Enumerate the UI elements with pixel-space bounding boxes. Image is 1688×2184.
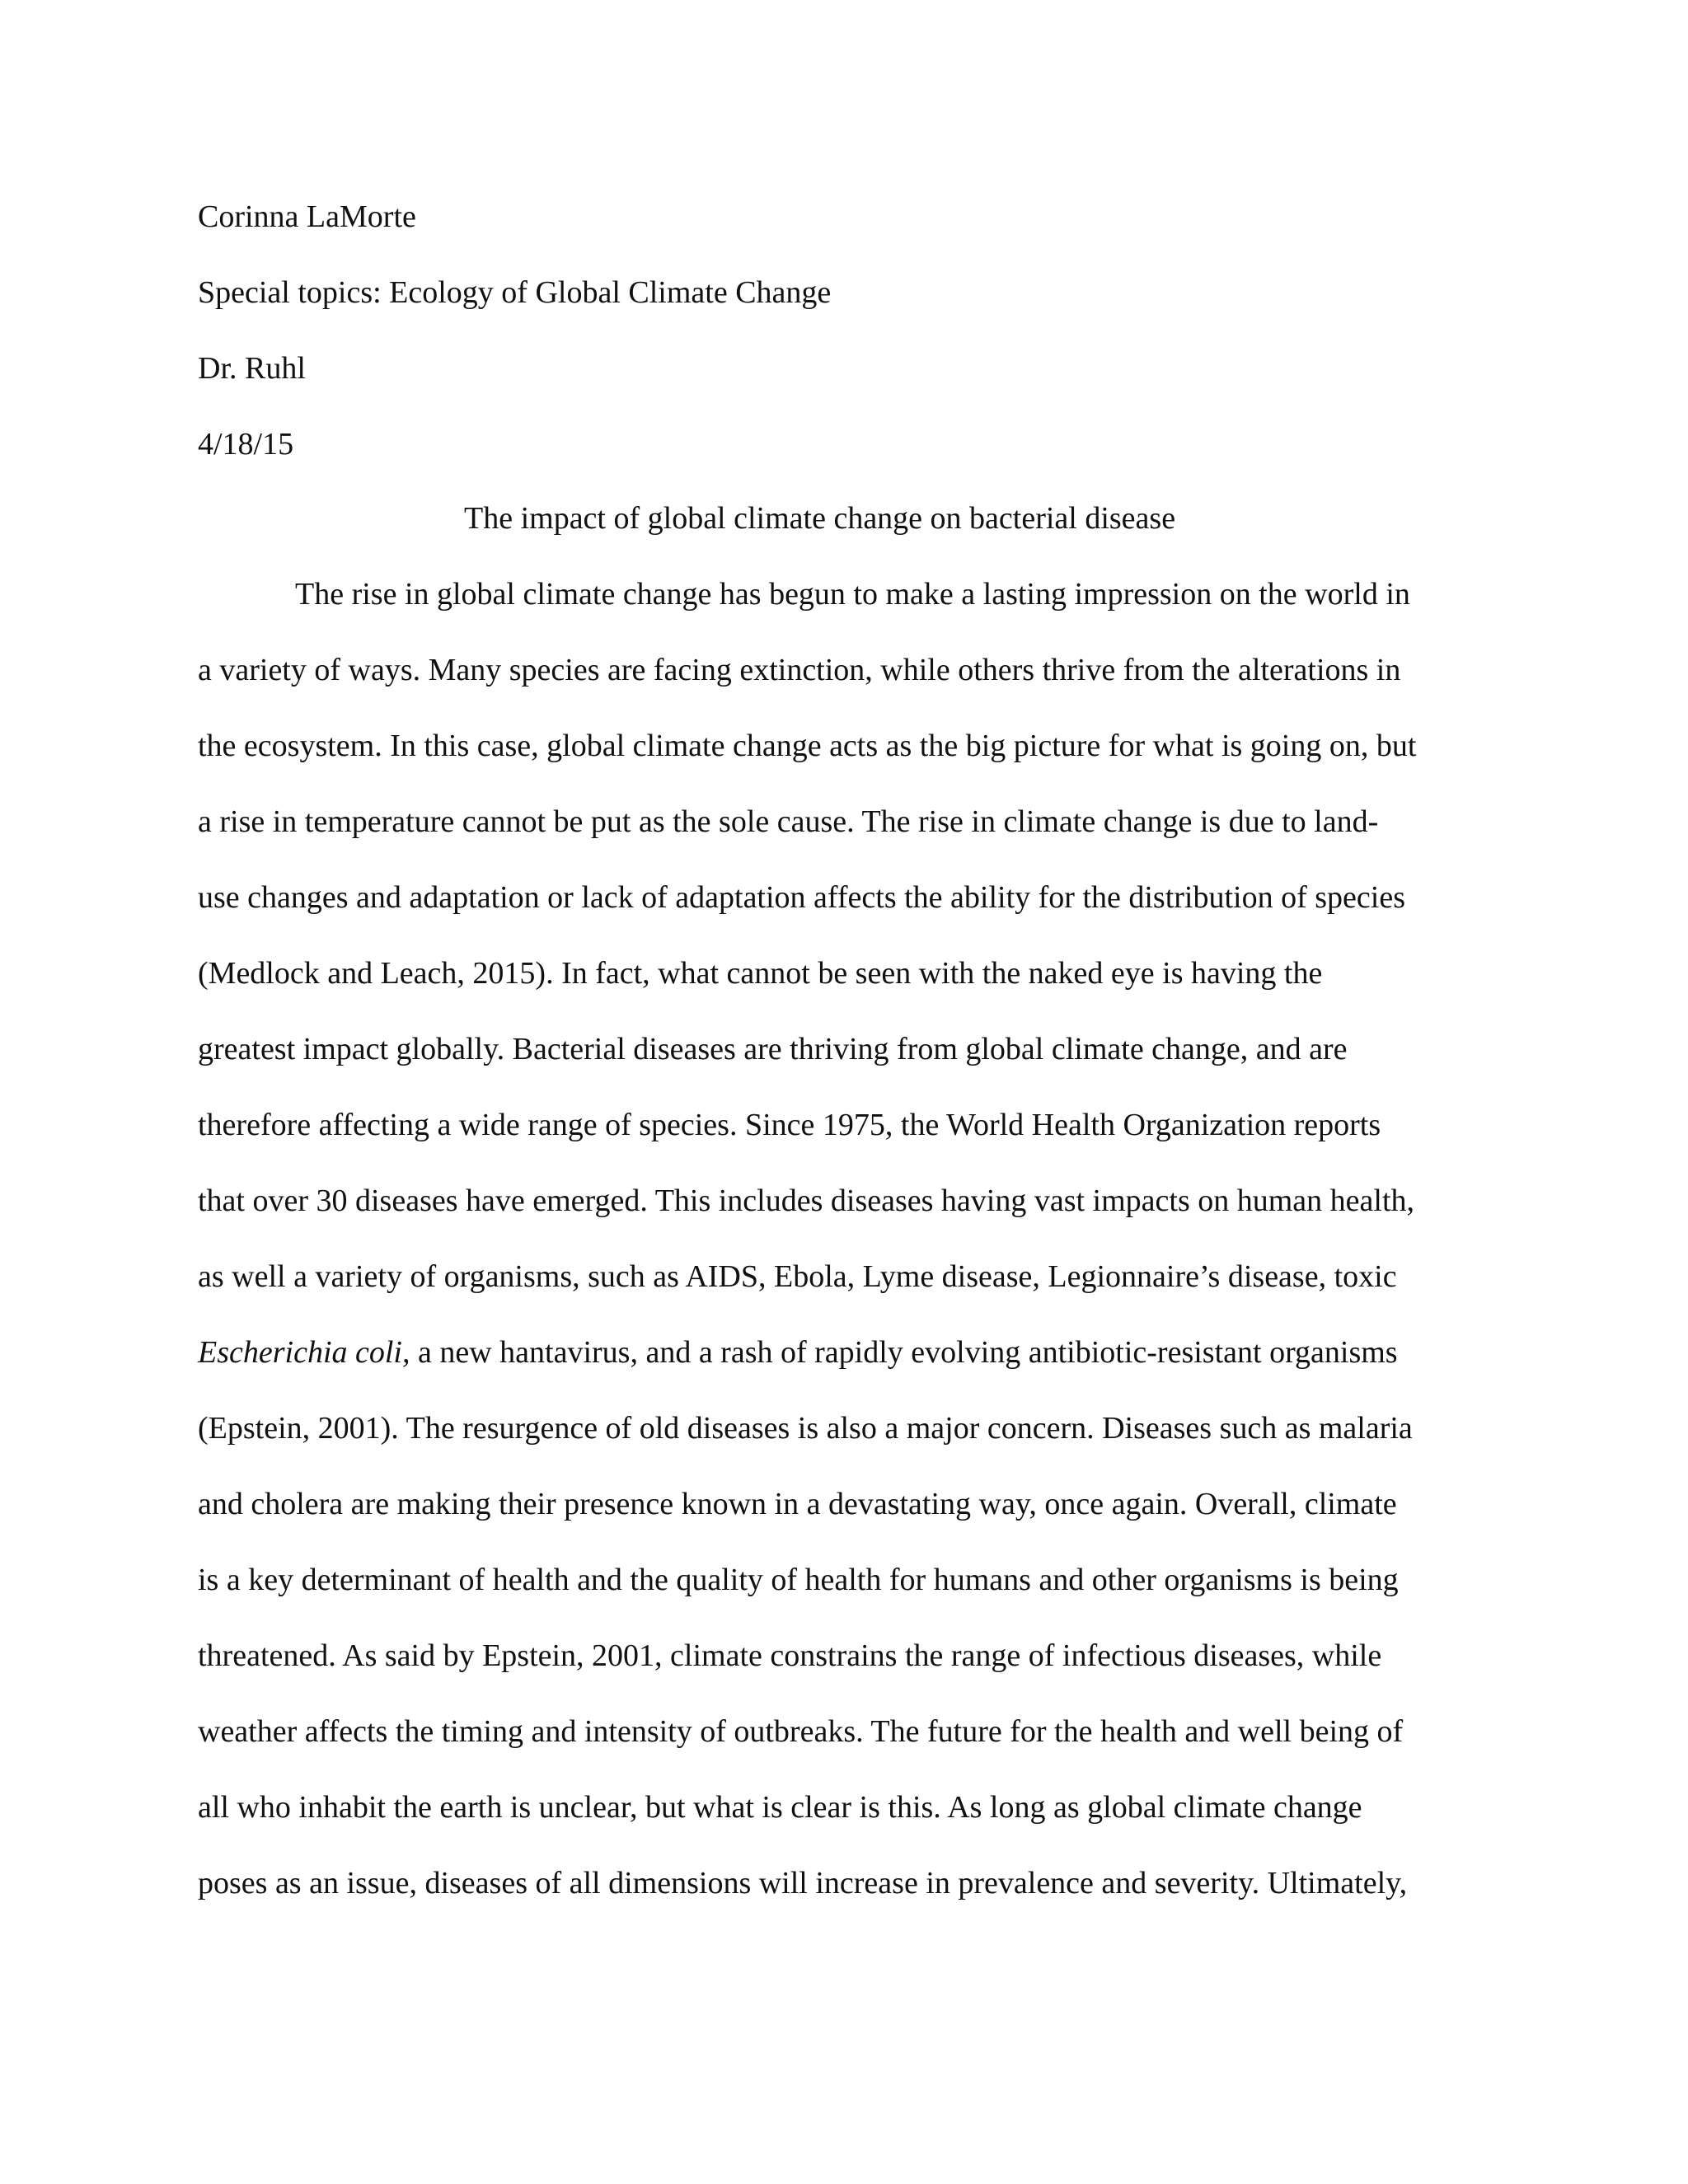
body-line-12: (Epstein, 2001). The resurgence of old diseases is also a major concern. Diseases such as malaria [198,1411,1413,1446]
instructor-name: Dr. Ruhl [198,351,306,386]
author-name: Corinna LaMorte [198,199,416,234]
body-line-16: weather affects the timing and intensity of outbreaks. The future for the health and well being of [198,1714,1404,1749]
body-line-9: that over 30 diseases have emerged. This includes diseases having vast impacts on human health, [198,1183,1415,1218]
species-name-italic: Escherichia coli, [198,1335,410,1370]
body-line-14: is a key determinant of health and the quality of health for humans and other organisms is being [198,1563,1399,1597]
body-line-5: use changes and adaptation or lack of adaptation affects the ability for the distribution of species [198,880,1405,915]
body-line-3: the ecosystem. In this case, global climate change acts as the big picture for what is going on, but [198,729,1417,763]
body-line-18: poses as an issue, diseases of all dimensions will increase in prevalence and severity. Ultimately, [198,1866,1408,1900]
body-line-11 [198,1333,1398,1371]
body-line-8: therefore affecting a wide range of species. Since 1975, the World Health Organization reports [198,1108,1381,1142]
body-line-7: greatest impact globally. Bacterial diseases are thriving from global climate change, and are [198,1032,1348,1066]
body-line-10: as well a variety of organisms, such as AIDS, Ebola, Lyme disease, Legionnaire’s disease, toxic [198,1259,1397,1294]
body-line-6: (Medlock and Leach, 2015). In fact, what cannot be seen with the naked eye is having the [198,956,1323,991]
body-line-4: a rise in temperature cannot be put as the sole cause. The rise in climate change is due to land- [198,804,1379,839]
body-line-1: The rise in global climate change has begun to make a lasting impression on the world in [295,577,1410,612]
paper-date: 4/18/15 [198,427,294,462]
body-line-13: and cholera are making their presence known in a devastating way, once again. Overall, climate [198,1487,1397,1521]
body-line-2: a variety of ways. Many species are facing extinction, while others thrive from the alterations in [198,653,1401,687]
body-line-17: all who inhabit the earth is unclear, but what is clear is this. As long as global climate change [198,1790,1362,1825]
body-line-15: threatened. As said by Epstein, 2001, climate constrains the range of infectious diseases, while [198,1638,1382,1673]
course-title: Special topics: Ecology of Global Climate Change [198,275,832,310]
body-line-11-text: a new hantavirus, and a rash of rapidly evolving antibiotic-resistant organisms [417,1335,1398,1370]
paper-title: The impact of global climate change on bacterial disease [464,501,1176,536]
